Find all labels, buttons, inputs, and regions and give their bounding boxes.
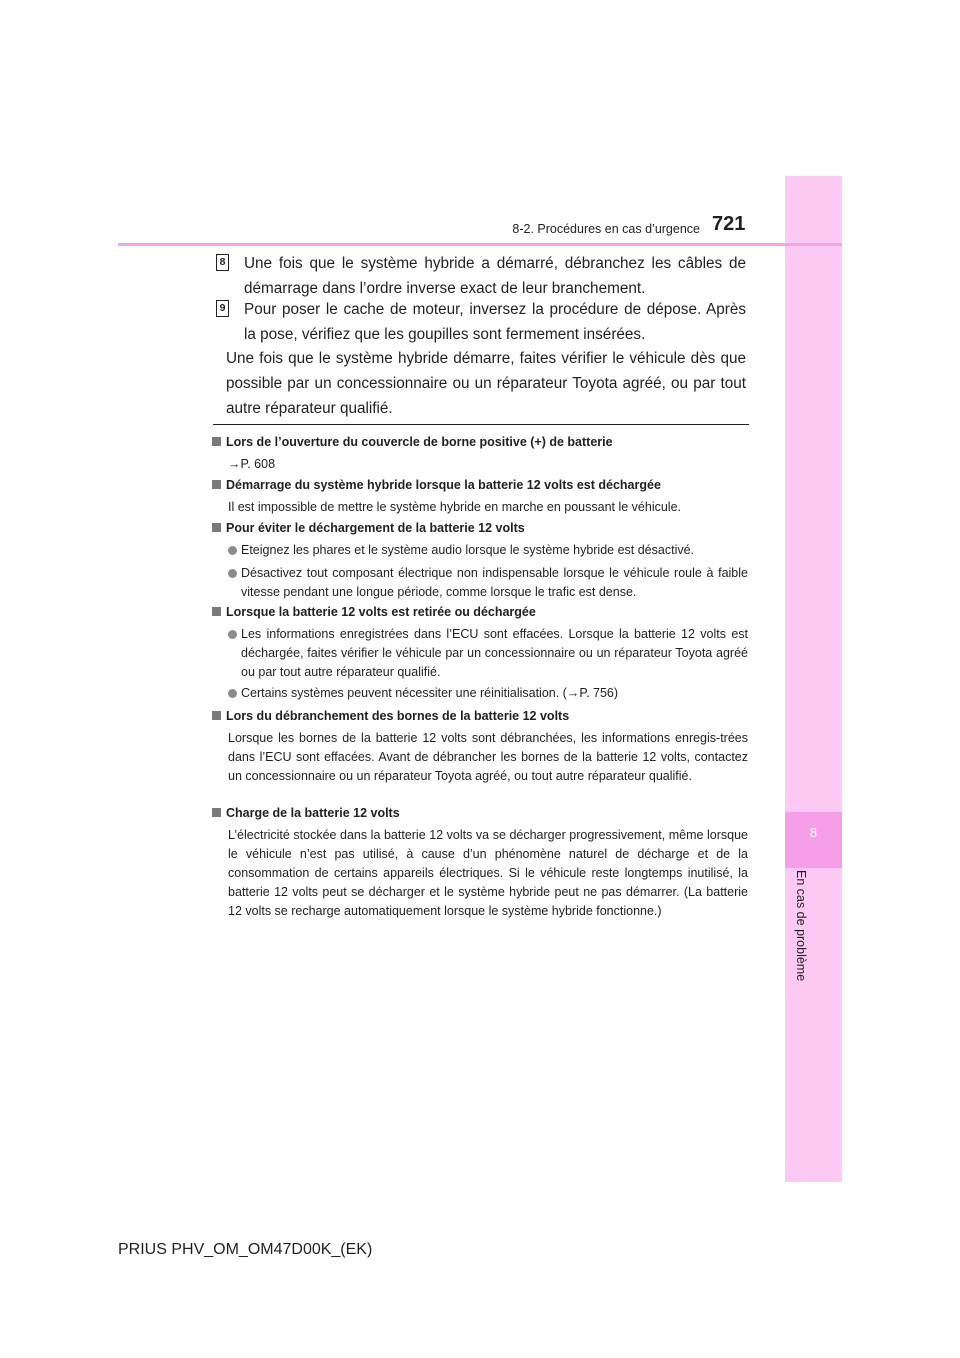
header-rule xyxy=(118,243,842,246)
step-text-9: Pour poser le cache de moteur, inversez la procédure de dépose. Après la pose, vérifiez que les goupilles sont fermement insérées. xyxy=(244,301,746,343)
note-title: Lors du débranchement des bornes de la batterie 12 volts xyxy=(212,709,569,723)
list-item: Désactivez tout composant électrique non indispensable lorsque le véhicule roule à faible vitesse pendant une longue période, comme lorsque le trafic est dense. xyxy=(228,564,748,602)
note-title: Démarrage du système hybride lorsque la batterie 12 volts est déchargée xyxy=(212,478,661,492)
step-number-8: 8 xyxy=(216,254,229,271)
section-divider xyxy=(213,424,749,425)
square-bullet-icon xyxy=(212,607,221,616)
list-item: Les informations enregistrées dans l’ECU sont effacées. Lorsque la batterie 12 volts est déchargée, faites vérifier le véhicule par un concessionnaire ou un réparateur Toyota agréé ou par tout autre réparateur qualifié. xyxy=(228,625,748,682)
section-title: 8-2. Procédures en cas d’urgence xyxy=(512,222,700,236)
bullet-dot-icon xyxy=(228,569,237,578)
step-number-9: 9 xyxy=(216,300,229,317)
page-reference-link[interactable]: →P. 608 xyxy=(228,457,276,471)
square-bullet-icon xyxy=(212,808,221,817)
chapter-number: 8 xyxy=(809,825,818,840)
note-title: Lorsque la batterie 12 volts est retirée ou déchargée xyxy=(212,605,536,619)
list-item: Certains systèmes peuvent nécessiter une réinitialisation. (→P. 756) xyxy=(228,684,748,703)
bullet-dot-icon xyxy=(228,546,237,555)
chapter-tab-active xyxy=(785,812,842,868)
note-text: Il est impossible de mettre le système hybride en marche en poussant le véhicule. xyxy=(228,500,682,514)
body-paragraph: Une fois que le système hybride démarre, faites vérifier le véhicule dès que possible par un concessionnaire ou un réparateur Toyota agréé, ou par tout autre réparateur qualifié. xyxy=(226,350,746,417)
chapter-side-tab xyxy=(785,176,842,1182)
note-text: Lorsque les bornes de la batterie 12 volts sont débranchées, les informations enregis-trées dans l’ECU sont effacées. Avant de débrancher les bornes de la batterie 12 volts, contactez un concessionnaire ou un réparateur Toyota agréé, ou tout autre réparateur qualifié. xyxy=(228,731,748,783)
note-title: Charge de la batterie 12 volts xyxy=(212,806,400,820)
note-text: L’électricité stockée dans la batterie 12 volts va se décharger progressivement, même lorsque le véhicule n’est pas utilisé, à cause d’un phénomène naturel de décharge et de la consommation de certains appareils électriques. Si le véhicule reste longtemps inutilisé, la batterie 12 volts peut se décharger et le système hybride peut ne pas démarrer. (La batterie 12 volts se recharge automatiquement lorsque le système hybride fonctionne.) xyxy=(228,828,748,918)
page-number: 721 xyxy=(712,213,746,235)
step-text-8: Une fois que le système hybride a démarré, débranchez les câbles de démarrage dans l’ordre inverse exact de leur branchement. xyxy=(244,255,746,297)
square-bullet-icon xyxy=(212,523,221,532)
square-bullet-icon xyxy=(212,711,221,720)
square-bullet-icon xyxy=(212,480,221,489)
list-item: Eteignez les phares et le système audio lorsque le système hybride est désactivé. xyxy=(228,541,748,560)
note-title: Pour éviter le déchargement de la batterie 12 volts xyxy=(212,521,525,535)
bullet-dot-icon xyxy=(228,689,237,698)
footer-model-code: PRIUS PHV_OM_OM47D00K_(EK) xyxy=(118,1241,373,1258)
chapter-title: En cas de problème xyxy=(794,870,808,982)
note-title: Lors de l’ouverture du couvercle de borne positive (+) de batterie xyxy=(212,435,613,449)
square-bullet-icon xyxy=(212,437,221,446)
bullet-dot-icon xyxy=(228,630,237,639)
